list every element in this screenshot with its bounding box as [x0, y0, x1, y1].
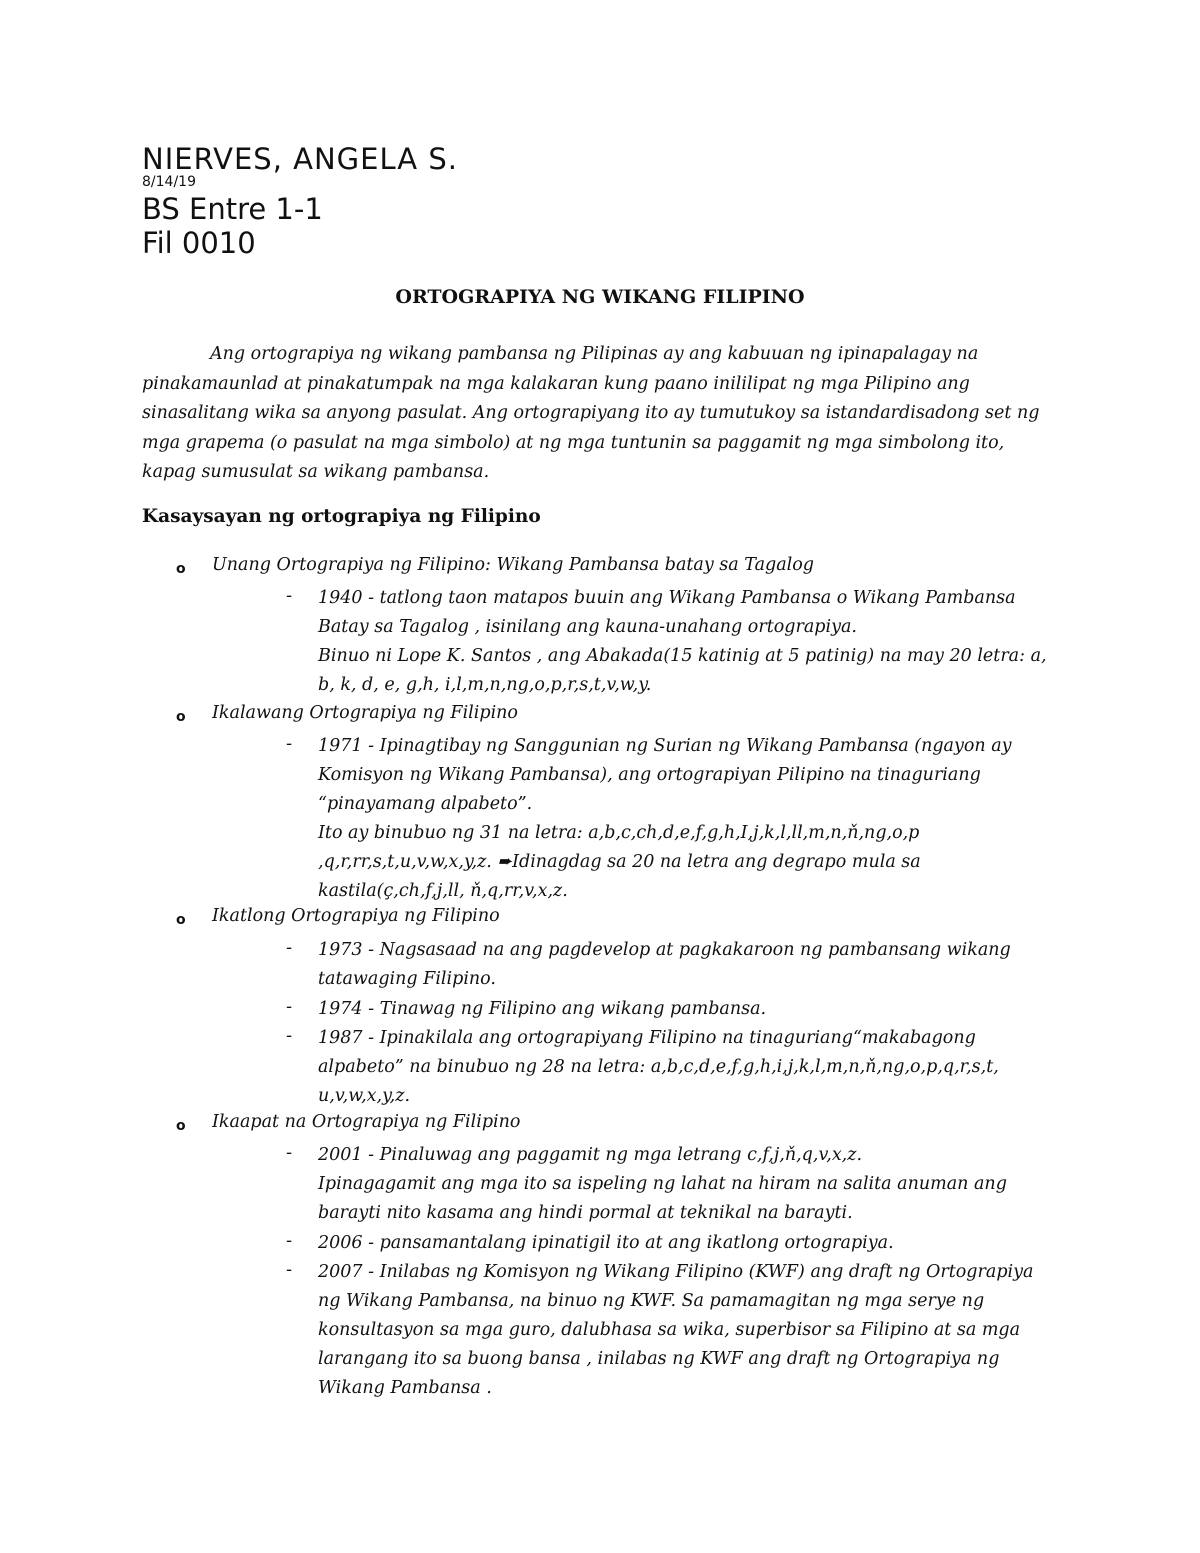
item-line: ng Wikang Pambansa, na binuo ng KWF. Sa pamamagitan ng mga serye ng [318, 1291, 985, 1311]
bullet-marker: o [176, 709, 186, 725]
item-line: “pinayamang alpabeto”. [318, 794, 533, 814]
intro-line: mga grapema (o pasulat na mga simbolo) at ng mga tuntunin sa paggamit ng mga simbolong ito, [142, 432, 1005, 453]
item-line: u,v,w,x,y,z. [318, 1086, 411, 1106]
item-line: tatawaging Filipino. [318, 969, 496, 989]
item-line: 1987 - Ipinakilala ang ortograpiyang Filipino na tinaguriang“makabagong [318, 1028, 976, 1048]
item-line: Komisyon ng Wikang Pambansa), ang ortograpiyan Pilipino na tinaguriang [318, 765, 981, 785]
item-line: Batay sa Tagalog , isinilang ang kauna-unahang ortograpiya. [318, 617, 857, 637]
dash-marker: - [286, 1231, 293, 1251]
item-line: ,q,r,rr,s,t,u,v,w,x,y,z. ➨Idinagdag sa 20 na letra ang degrapo mula sa [318, 852, 921, 872]
era-title: Unang Ortograpiya ng Filipino: Wikang Pambansa batay sa Tagalog [212, 555, 814, 575]
dash-marker: - [286, 734, 293, 754]
item-line: 2001 - Pinaluwag ang paggamit ng mga letrang c,f,j,ň,q,v,x,z. [318, 1145, 863, 1165]
dash-marker: - [286, 586, 293, 606]
era-item [318, 936, 1078, 994]
item-line: konsultasyon sa mga guro, dalubhasa sa wika, superbisor sa Filipino at sa mga [318, 1320, 1021, 1340]
item-line: 2006 - pansamantalang ipinatigil ito at ang ikatlong ortograpiya. [318, 1233, 894, 1253]
era-item [318, 1229, 1078, 1258]
course-code: Fil 0010 [142, 226, 256, 260]
item-line: 1973 - Nagsasaad na ang pagdevelop at pagkakaroon ng pambansang wikang [318, 940, 1011, 960]
bullet-marker: o [176, 561, 186, 577]
intro-line: pinakamaunlad at pinakatumpak na mga kalakaran kung paano inililipat ng mga Pilipino ang [142, 373, 970, 394]
item-line: Ito ay binubuo ng 31 na letra: a,b,c,ch,d,e,f,g,h,I,j,k,l,ll,m,n,ň,ng,o,p [318, 823, 920, 843]
era-title: Ikatlong Ortograpiya ng Filipino [212, 906, 500, 926]
dash-marker: - [286, 997, 293, 1017]
dash-marker: - [286, 938, 293, 958]
era-item [318, 1258, 1078, 1403]
section-heading: Kasaysayan ng ortograpiya ng Filipino [142, 506, 541, 527]
item-line: 2007 - Inilabas ng Komisyon ng Wikang Filipino (KWF) ang draft ng Ortograpiya [318, 1262, 1034, 1282]
era-item [318, 995, 1078, 1024]
era-title: Ikaapat na Ortograpiya ng Filipino [212, 1112, 521, 1132]
document-date: 8/14/19 [142, 174, 196, 190]
item-line: Ipinagagamit ang mga ito sa ispeling ng lahat na hiram na salita anuman ang [318, 1174, 1007, 1194]
document-title: ORTOGRAPIYA NG WIKANG FILIPINO [395, 286, 805, 308]
era-title: Ikalawang Ortograpiya ng Filipino [212, 703, 518, 723]
item-line: Binuo ni Lope K. Santos , ang Abakada(15 katinig at 5 patinig) na may 20 letra: a, [318, 646, 1047, 666]
era-item [318, 1141, 1078, 1228]
dash-marker: - [286, 1143, 293, 1163]
item-line: larangang ito sa buong bansa , inilabas ng KWF ang draft ng Ortograpiya ng [318, 1349, 1000, 1369]
bullet-marker: o [176, 1118, 186, 1134]
student-name: NIERVES, ANGELA S. [142, 142, 458, 176]
era-item [318, 732, 1078, 906]
item-line: Wikang Pambansa . [318, 1378, 492, 1398]
dash-marker: - [286, 1260, 293, 1280]
era-item [318, 584, 1078, 700]
student-program: BS Entre 1-1 [142, 192, 323, 226]
item-line: kastila(ç,ch,f,j,ll, ň,q,rr,v,x,z. [318, 881, 568, 901]
item-line: alpabeto” na binubuo ng 28 na letra: a,b,c,d,e,f,g,h,i,j,k,l,m,n,ň,ng,o,p,q,r,s,t, [318, 1057, 999, 1077]
era-item [318, 1024, 1078, 1111]
intro-line: kapag sumusulat sa wikang pambansa. [142, 462, 490, 482]
intro-line: sinasalitang wika sa anyong pasulat. Ang ortograpiyang ito ay tumutukoy sa istandardisadong set ng [142, 403, 1040, 423]
item-line: 1971 - Ipinagtibay ng Sanggunian ng Surian ng Wikang Pambansa (ngayon ay [318, 736, 1012, 756]
item-line: 1974 - Tinawag ng Filipino ang wikang pambansa. [318, 999, 767, 1019]
item-line: 1940 - tatlong taon matapos buuin ang Wikang Pambansa o Wikang Pambansa [318, 588, 1016, 608]
bullet-marker: o [176, 912, 186, 928]
intro-line: Ang ortograpiya ng wikang pambansa ng Pilipinas ay ang kabuuan ng ipinapalagay na [210, 344, 979, 364]
item-line: barayti nito kasama ang hindi pormal at teknikal na barayti. [318, 1203, 853, 1223]
dash-marker: - [286, 1026, 293, 1046]
intro-paragraph [142, 340, 1062, 488]
item-line: b, k, d, e, g,h, i,l,m,n,ng,o,p,r,s,t,v,w,y. [318, 675, 652, 695]
